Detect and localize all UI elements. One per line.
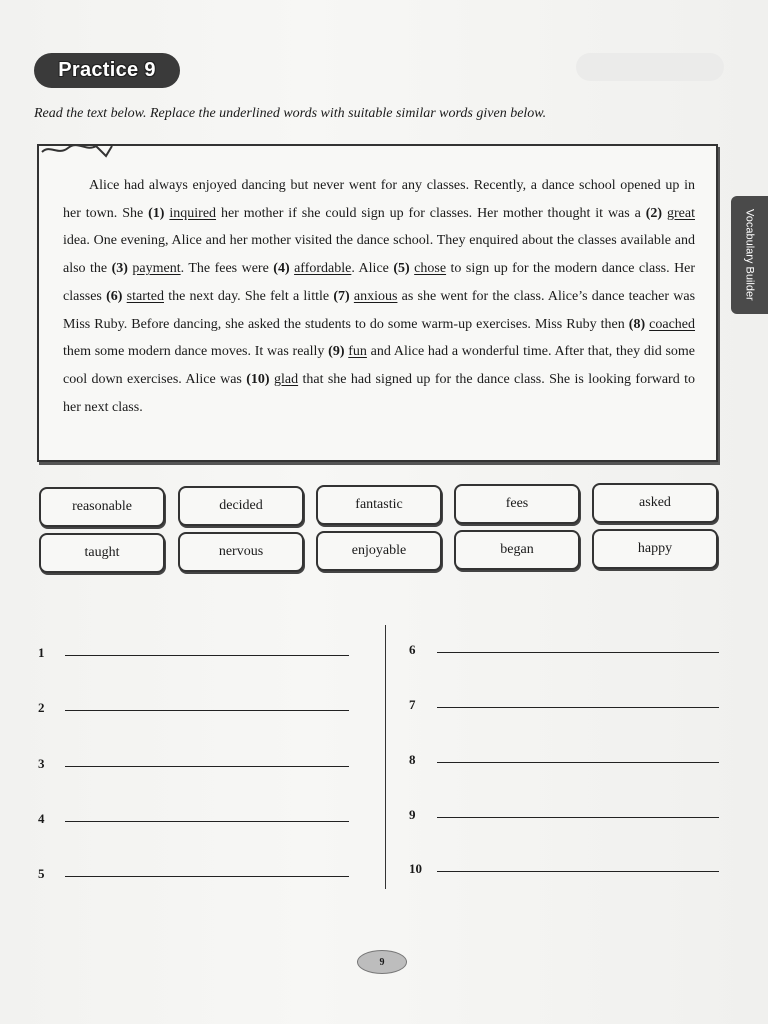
underlined-word-5: chose xyxy=(414,261,447,277)
answer-number: 9 xyxy=(409,807,416,822)
answer-line-10[interactable] xyxy=(437,871,719,872)
marker-3: (3) xyxy=(111,261,128,277)
marker-4: (4) xyxy=(273,261,290,277)
answer-number: 4 xyxy=(38,811,45,826)
answer-line-9[interactable] xyxy=(437,817,719,818)
word-chip: began xyxy=(454,530,580,570)
underlined-word-8: coached xyxy=(649,316,696,332)
underlined-word-1: inquired xyxy=(169,205,217,221)
marker-10: (10) xyxy=(246,371,270,387)
answer-number: 3 xyxy=(38,756,45,771)
underlined-word-3: payment xyxy=(132,261,181,277)
answer-line-3[interactable] xyxy=(65,766,349,767)
torn-corner-decoration xyxy=(40,140,130,162)
marker-5: (5) xyxy=(393,261,410,277)
word-chip: happy xyxy=(592,529,718,569)
marker-2: (2) xyxy=(645,205,663,221)
answer-line-4[interactable] xyxy=(65,821,349,822)
answer-line-6[interactable] xyxy=(437,652,719,653)
answer-number: 1 xyxy=(38,645,45,660)
answer-line-8[interactable] xyxy=(437,762,719,763)
underlined-word-4: affordable xyxy=(294,261,352,277)
underlined-word-7: anxious xyxy=(353,288,398,304)
answer-number: 10 xyxy=(409,861,422,876)
answer-number: 2 xyxy=(38,700,45,715)
underlined-word-9: fun xyxy=(348,344,367,360)
instruction-text: Read the text below. Replace the underlined words with suitable similar words given below. xyxy=(34,106,547,121)
word-chip: asked xyxy=(592,483,718,523)
answer-number: 7 xyxy=(409,697,416,712)
word-chip: fantastic xyxy=(316,485,442,525)
side-tab-label: Vocabulary Builder xyxy=(743,209,756,301)
marker-8: (8) xyxy=(628,316,646,332)
ghost-badge-show-through xyxy=(576,53,724,81)
underlined-word-2: great xyxy=(667,205,695,221)
underlined-word-10: glad xyxy=(273,371,299,387)
answer-number: 6 xyxy=(409,642,416,657)
word-chip: decided xyxy=(178,486,304,526)
marker-7: (7) xyxy=(333,288,350,304)
marker-6: (6) xyxy=(106,288,123,304)
underlined-word-6: started xyxy=(126,288,164,304)
word-chip: taught xyxy=(39,533,165,573)
passage-box xyxy=(37,144,718,462)
word-chip: enjoyable xyxy=(316,531,442,571)
practice-badge xyxy=(34,53,180,88)
page-number: 9 xyxy=(357,950,407,974)
answer-number: 8 xyxy=(409,752,416,767)
word-chip: nervous xyxy=(178,532,304,572)
word-chip: reasonable xyxy=(39,487,165,527)
passage-text: Alice had always enjoyed dancing but never went for any classes. Recently, a dance school opened up in her town. She (1) inquired her mother if she could sign up for classes. Her mother thought it was a (2) great idea. One evening, Alice and her mother visited the dance school. They enquired about the classes available and also the (3) payment. The fees were (4) affordable. Alice (5) chose to sign up for the modern dance class. Her classes (6) started the next day. She felt a little (7) anxious as she went for the class. Alice’s dance teacher was Miss Ruby. Before dancing, she asked the students to do some warm-up exercises. Miss Ruby then (8) coached them some modern dance moves. It was really (9) fun and Alice had a wonderful time. After that, they did some cool down exercises. Alice was (10) glad that she had signed up for the dance class. She is looking forward to her next class. xyxy=(63,178,696,415)
practice-badge-label: Practice 9 xyxy=(58,59,156,81)
answer-line-2[interactable] xyxy=(65,710,349,711)
answer-divider xyxy=(385,625,386,889)
answer-line-7[interactable] xyxy=(437,707,719,708)
answer-number: 5 xyxy=(38,866,45,881)
marker-1: (1) xyxy=(148,205,165,221)
answer-line-1[interactable] xyxy=(65,655,349,656)
answer-line-5[interactable] xyxy=(65,876,349,877)
word-chip: fees xyxy=(454,484,580,524)
marker-9: (9) xyxy=(328,344,345,360)
side-tab[interactable] xyxy=(731,196,768,314)
